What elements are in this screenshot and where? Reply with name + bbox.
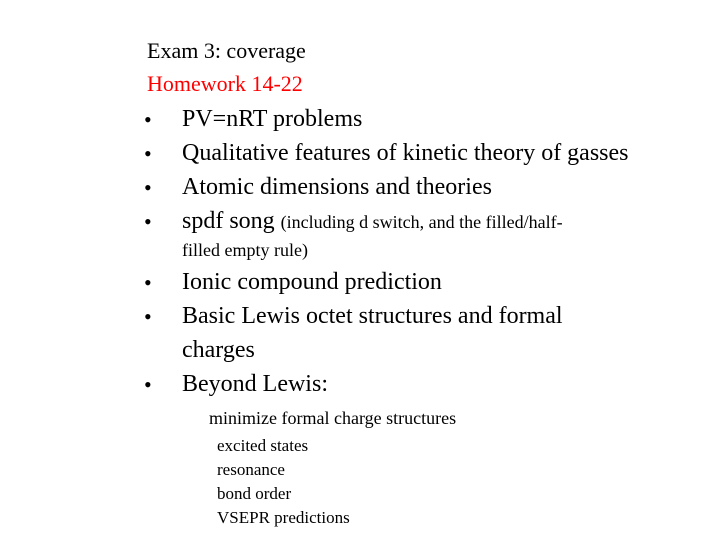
bullet-dot-icon: • [144,270,152,295]
bullet-text: Beyond Lewis: [182,371,328,397]
bullet-dot-icon: • [144,141,152,166]
bullet-text: Qualitative features of kinetic theory of gasses [182,140,629,166]
bullet-text: Atomic dimensions and theories [182,174,492,200]
bullet-line [182,209,563,233]
bullet-dot-icon: • [144,372,152,397]
slide-subtitle: Homework 14-22 [147,71,303,96]
bullet-text: Ionic compound prediction [182,269,442,295]
bullet-dot-icon: • [144,107,152,132]
bullet-dot-icon: • [144,209,152,234]
sub-item: minimize formal charge structures [209,408,457,428]
bullet-text-continued: charges [182,337,255,363]
bullet-note-continued: filled empty rule) [182,240,308,260]
bullet-dot-icon: • [144,175,152,200]
sub-item: VSEPR predictions [217,508,350,527]
bullet-dot-icon: • [144,304,152,329]
sub-item: excited states [217,436,309,455]
bullet-note: (including d switch, and the filled/half- [280,212,563,232]
sub-item: bond order [217,484,292,503]
bullet-text: spdf song [182,208,275,234]
bullet-text: Basic Lewis octet structures and formal [182,303,563,329]
bullet-text: PV=nRT problems [182,106,363,132]
sub-item: resonance [217,460,285,479]
slide-title: Exam 3: coverage [147,38,306,63]
